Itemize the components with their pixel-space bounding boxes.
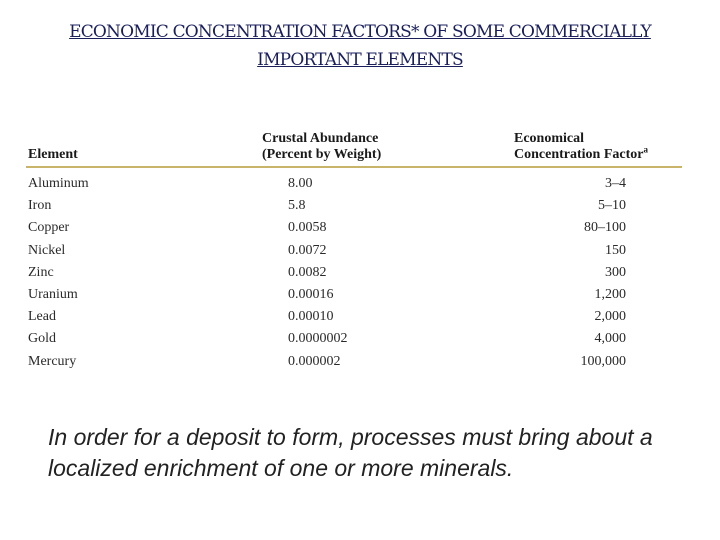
- header-abundance-line-2: (Percent by Weight): [262, 147, 382, 162]
- title-line-1: ECONOMIC CONCENTRATION FACTORS* OF SOME COMMERCIALLY: [69, 22, 651, 42]
- concentration-table: [26, 128, 682, 373]
- cell-abundance: 0.00016: [288, 286, 334, 302]
- cell-abundance: 0.00010: [288, 309, 334, 325]
- cell-abundance: 5.8: [288, 198, 306, 214]
- cell-element: Copper: [28, 220, 70, 236]
- cell-factor: 300: [605, 264, 626, 280]
- cell-element: Nickel: [28, 242, 66, 258]
- caption-text: In order for a deposit to form, processes must bring about a localized enrichment of one or more minerals.: [48, 424, 653, 481]
- cell-factor: 2,000: [594, 309, 626, 325]
- cell-element: Uranium: [28, 286, 78, 302]
- cell-abundance: 8.00: [288, 176, 313, 191]
- cell-element: Zinc: [28, 264, 54, 280]
- cell-factor: 100,000: [580, 353, 626, 369]
- table-row: [26, 284, 682, 306]
- cell-abundance: 0.0072: [288, 242, 327, 258]
- header-factor-line-1: Economical: [514, 131, 584, 146]
- table-row: [26, 306, 682, 328]
- table-row: [26, 217, 682, 239]
- table-row: [26, 351, 682, 373]
- cell-element: Lead: [28, 309, 56, 325]
- cell-abundance: 0.0082: [288, 264, 327, 280]
- header-factor-line-2: Concentration Factor: [514, 147, 644, 162]
- cell-factor: 150: [605, 242, 626, 258]
- table-row: [26, 262, 682, 284]
- footnote-marker: a: [643, 144, 648, 155]
- cell-abundance: 0.0000002: [288, 331, 348, 347]
- table-row: [26, 173, 682, 195]
- table-row: [26, 195, 682, 217]
- title-line-2: IMPORTANT ELEMENTS: [257, 50, 463, 70]
- cell-factor: 3–4: [605, 176, 626, 191]
- header-crustal-abundance: [262, 131, 381, 163]
- cell-factor: 5–10: [598, 198, 626, 214]
- cell-element: Mercury: [28, 353, 77, 369]
- header-element: Element: [28, 147, 78, 162]
- cell-abundance: 0.0058: [288, 220, 327, 236]
- slide-title: [0, 18, 720, 74]
- cell-factor: 1,200: [594, 286, 626, 302]
- header-concentration-factor: [514, 131, 648, 163]
- cell-element: Gold: [28, 331, 56, 347]
- header-abundance-line-1: Crustal Abundance: [262, 131, 379, 146]
- cell-element: Iron: [28, 198, 52, 214]
- cell-abundance: 0.000002: [288, 353, 341, 369]
- table-row: [26, 328, 682, 350]
- cell-element: Aluminum: [28, 176, 89, 191]
- table-body: [26, 173, 682, 373]
- header-factor-line-2-wrap: [514, 144, 648, 163]
- table-row: [26, 240, 682, 262]
- cell-factor: 80–100: [584, 220, 626, 236]
- table-header: [26, 128, 682, 168]
- cell-factor: 4,000: [594, 331, 626, 347]
